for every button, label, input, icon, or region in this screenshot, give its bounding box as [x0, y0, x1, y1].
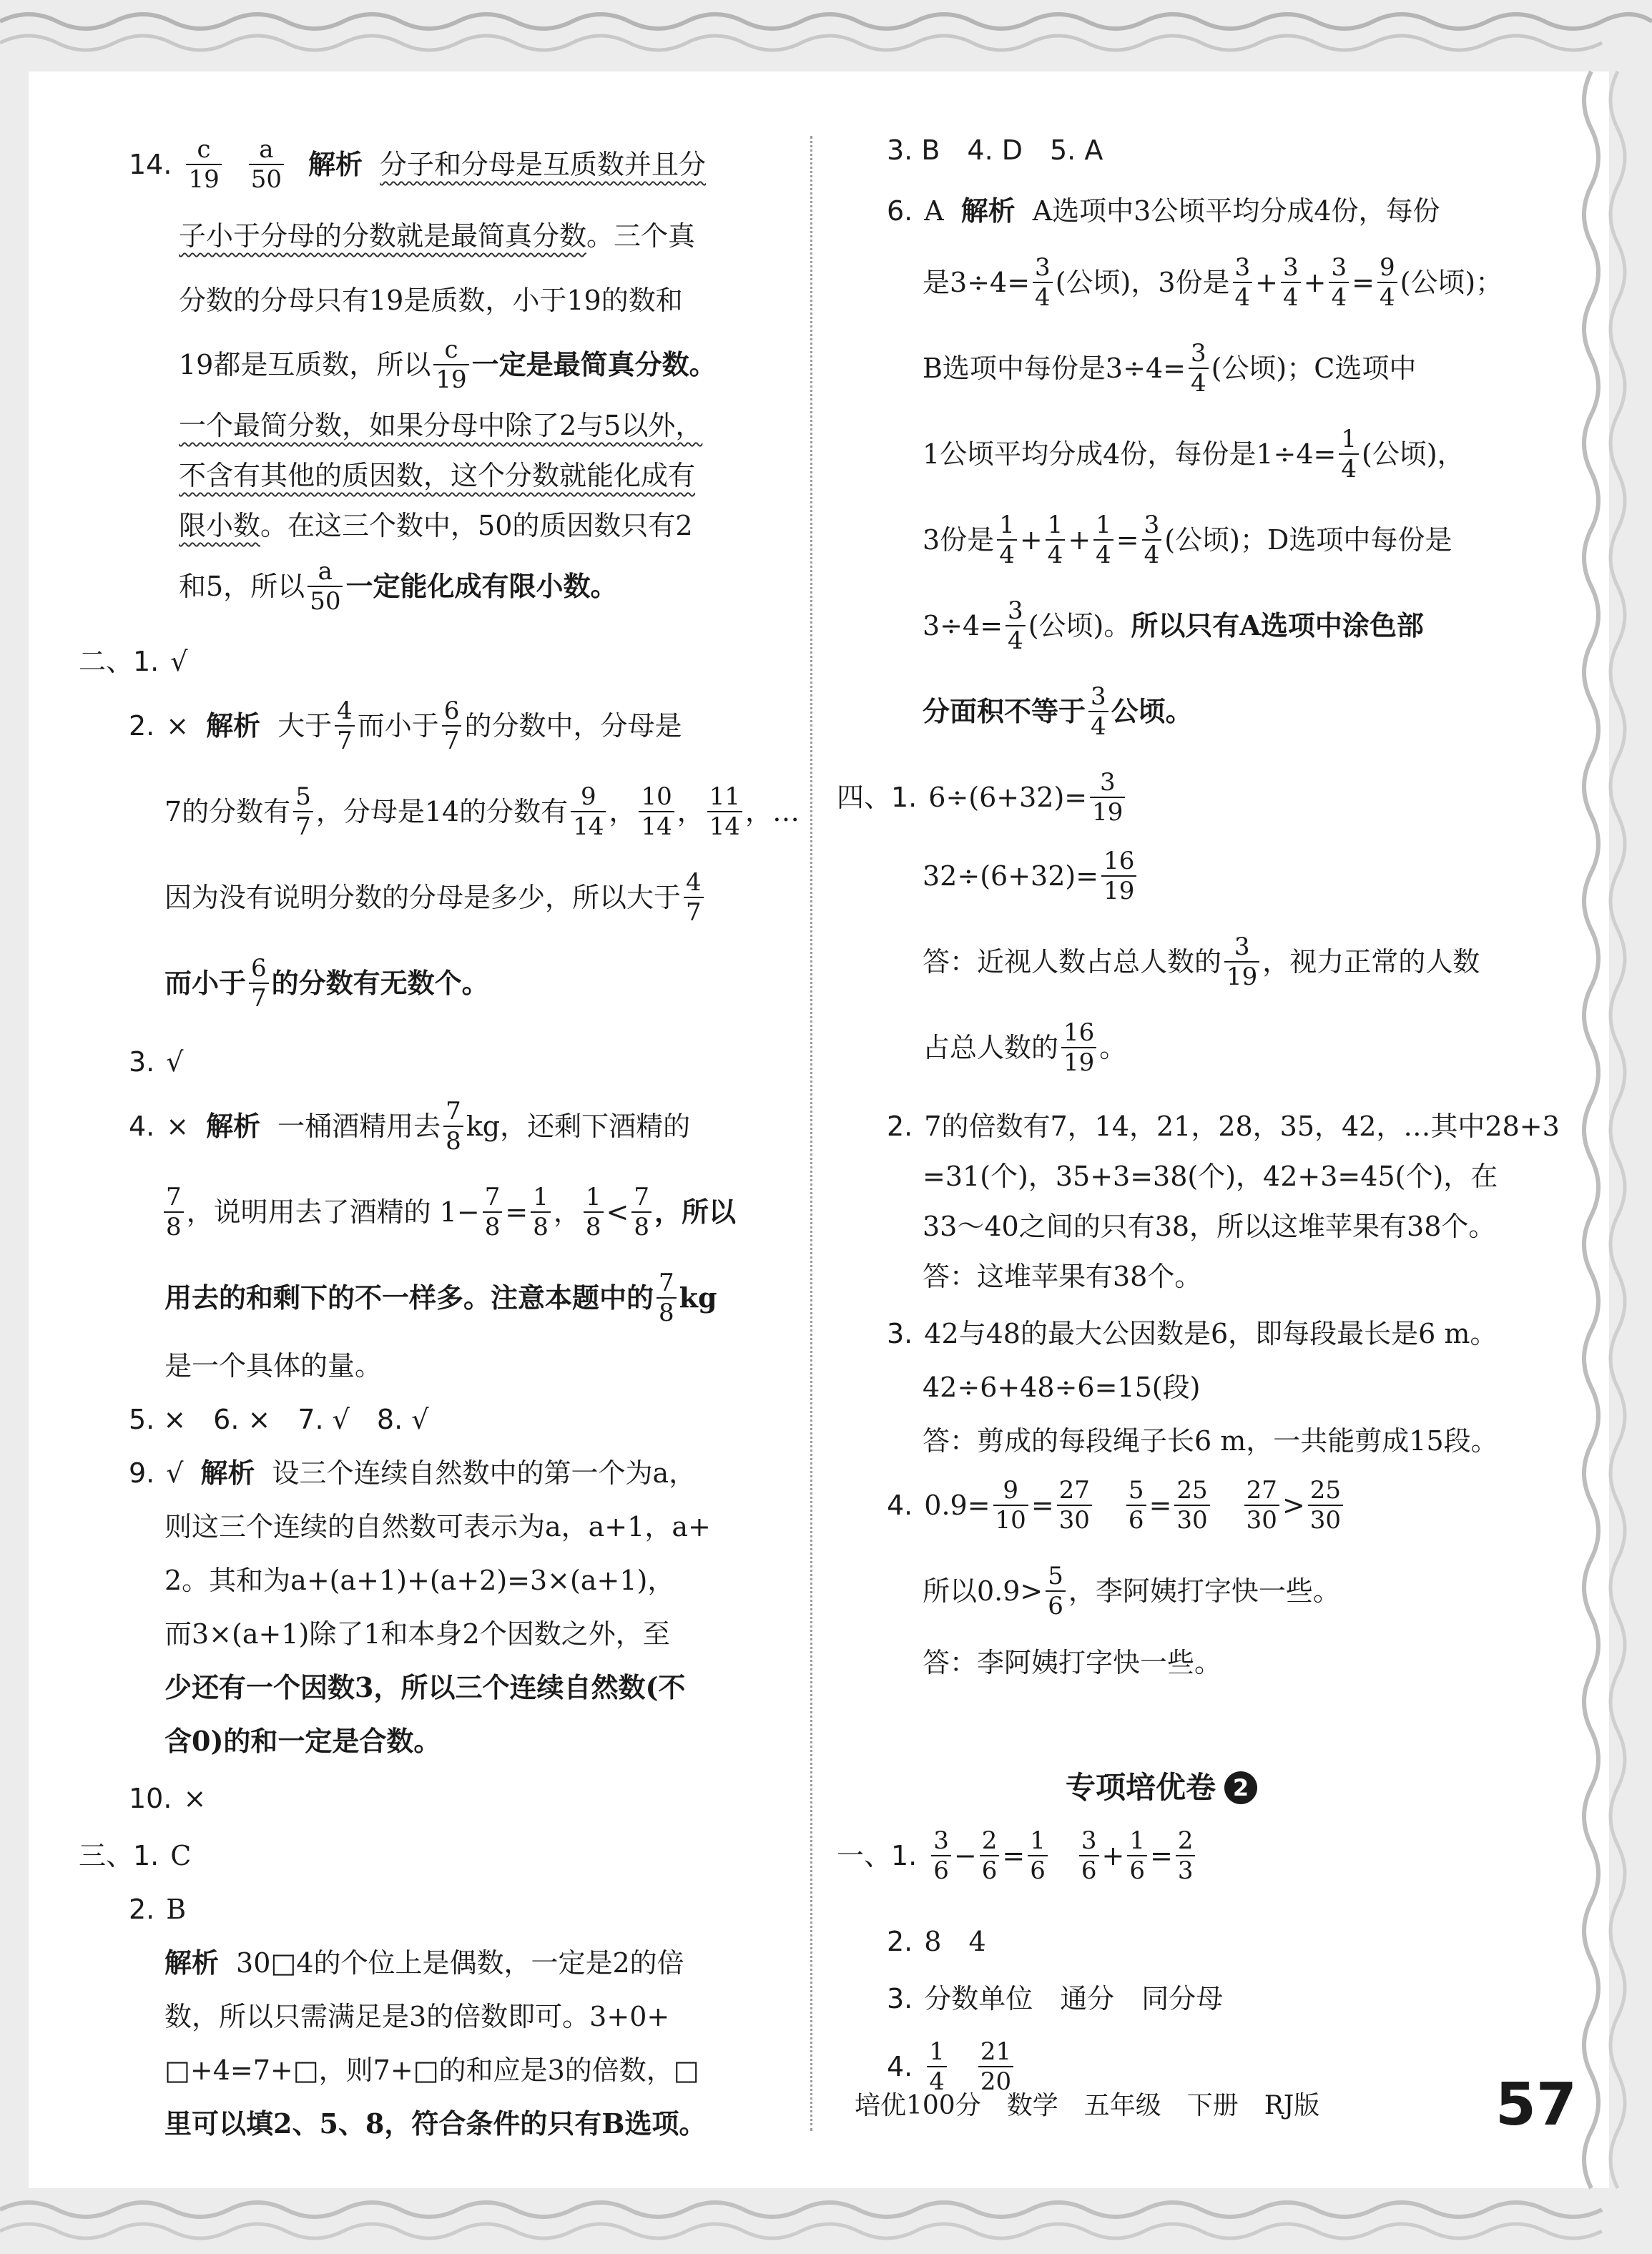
- fraction: 6 7: [442, 697, 462, 755]
- fraction: 3 6: [1079, 1826, 1099, 1885]
- q6-line3: B选项中每份是3÷4= $\frac{3}{4}$ (公顷)；C选项中: [923, 339, 1417, 398]
- q2-line1: 2. × 解析 大于 4 7 而小于 6 7 的分数中，分母是: [129, 697, 682, 755]
- q14-line6: 不含有其他的质因数，这个分数就能化成有: [179, 460, 696, 491]
- fraction: $\frac{3}{4}$: [1006, 596, 1026, 655]
- fraction: 6 7: [249, 954, 269, 1013]
- fraction: 7 8: [631, 1183, 652, 1241]
- fraction: 5 6: [1126, 1476, 1146, 1535]
- q4-line3: 用去的和剩下的不一样多。注意本题中的 7 8 kg: [164, 1269, 717, 1327]
- fraction: 1 4: [1093, 511, 1113, 569]
- fraction: 2 6: [980, 1826, 1000, 1885]
- q14-line4: 19都是互质数，所以 c 19 一定是最简真分数。: [179, 335, 717, 394]
- fraction: 7 8: [164, 1183, 184, 1241]
- fraction: a 50: [249, 135, 284, 194]
- q9-line6: 含0)的和一定是合数。: [164, 1725, 441, 1757]
- q9-line2: 则这三个连续的自然数可表示为a，a+1，a+: [164, 1511, 711, 1542]
- fraction: 25 30: [1308, 1476, 1343, 1535]
- q2-line3: 因为没有说明分数的分母是多少，所以大于 4 7: [164, 876, 707, 919]
- q2-line4: 而小于 6 7 的分数有无数个。: [164, 954, 489, 1013]
- fraction: 4 7: [684, 868, 704, 927]
- s3-q2-line2: 数，所以只需满足是3的倍数即可。3+0+: [164, 2001, 670, 2032]
- s3-q2-line3: □+4=7+□，则7+□的和应是3的倍数，□: [164, 2054, 699, 2086]
- fraction: $\frac{3}{4}$: [1033, 253, 1053, 312]
- fraction: c 19: [433, 335, 468, 394]
- q14-line1: 14. c 19 a 50 解析 分子和分母是互质数并且分: [129, 135, 706, 194]
- fraction: 2 3: [1176, 1826, 1196, 1885]
- q4-line4: 是一个具体的量。: [164, 1350, 383, 1382]
- s2-q1: 二、1. √: [79, 646, 188, 677]
- s4-q3-line3: 答：剪成的每段绳子长6 m，一共能剪成15段。: [923, 1425, 1498, 1457]
- fraction: $\frac{16}{19}$: [1101, 847, 1136, 905]
- column-divider: [810, 136, 812, 2131]
- section-number-badge: 2: [1224, 1771, 1257, 1804]
- s4-q3-line1: 3. 42与48的最大公因数是6，即每段最长是6 m。: [887, 1318, 1498, 1349]
- s4-q4-line1: 4. 0.9= $\frac{9}{10}$ = 27 30 5 6 = 25 30 27 30 > 25 30: [887, 1484, 1346, 1527]
- s3-q1: 三、1. C: [79, 1840, 192, 1871]
- q6-line4: 1公顷平均分成4份，每份是1÷4= $\frac{1}{4}$ (公顷)，: [923, 425, 1465, 483]
- s3-q2-line4: 里可以填2、5、8，符合条件的只有B选项。: [164, 2107, 707, 2140]
- q14-line7: 限小数 。在这三个数中，50的质因数只有2: [179, 510, 693, 541]
- fraction: 7 8: [443, 1097, 463, 1156]
- fraction: $\frac{1}{8}$: [531, 1183, 551, 1241]
- fraction: 5 7: [293, 782, 313, 841]
- q9-line3: 2。其和为a+(a+1)+(a+2)=3×(a+1)，: [164, 1565, 675, 1596]
- s4-q3-line2: 42÷6+48÷6=15(段): [923, 1372, 1201, 1403]
- q14-line2: 子小于分母的分数就是最简真分数 。三个真: [179, 220, 696, 252]
- q9-line4: 而3×(a+1)除了1和本身2个因数之外，至: [164, 1618, 670, 1650]
- fraction: 3 4: [1329, 253, 1349, 312]
- s4-q1-line1: 四、1. 6÷(6+32)= $\frac{3}{19}$: [837, 776, 1128, 819]
- s4-q2-line4: 答：这堆苹果有38个。: [923, 1261, 1202, 1292]
- q10: 10. ×: [129, 1783, 207, 1814]
- q6-line1: 6. A 解析 A选项中3公顷平均分成4份，每份: [887, 195, 1440, 227]
- s4-q2-line3: 33～40之间的只有38，所以这堆苹果有38个。: [923, 1211, 1496, 1242]
- fraction: $\frac{3}{4}$: [1189, 339, 1209, 398]
- q4-line1: 4. × 解析 一桶酒精用去 7 8 kg，还剩下酒精的: [129, 1097, 691, 1156]
- analysis-label: 解析: [308, 149, 363, 180]
- q14-line5: 一个最简分数，如果分母中除了2与5以外，: [179, 410, 703, 441]
- s4-q2-line1: 2. 7的倍数有7，14，21，28，35，42，…其中28+3: [887, 1111, 1560, 1142]
- t4: 4. 1 4 21 20: [887, 2045, 1016, 2088]
- fraction: 3 6: [931, 1826, 951, 1885]
- footer: [855, 2071, 1577, 2139]
- fraction: 25 30: [1174, 1476, 1209, 1535]
- q14-line3: 分数的分母只有19是质数，小于19的数和: [179, 285, 683, 316]
- footer-text: 培优100分 数学 五年级 下册 RJ版: [855, 2091, 1320, 2120]
- fraction: 4 7: [335, 697, 355, 755]
- fraction: 7 8: [657, 1269, 677, 1327]
- fraction: 3 4: [1088, 682, 1108, 741]
- fraction: 1 6: [1127, 1826, 1147, 1885]
- s3-q2-line1: 解析 30□4的个位上是偶数，一定是2的倍: [164, 1947, 684, 1979]
- fraction: $\frac{7}{8}$: [483, 1183, 503, 1241]
- fraction: 1 6: [1028, 1826, 1048, 1885]
- q3-5: 3. B 4. D 5. A: [887, 134, 1103, 166]
- fraction: 1 4: [927, 2037, 947, 2096]
- section-title: 专项培优卷 2: [1066, 1766, 1257, 1809]
- fraction: 3 19: [1224, 932, 1259, 991]
- fraction: 1 8: [584, 1183, 604, 1241]
- fraction: 3 4: [1281, 253, 1301, 312]
- q3: 3. √: [129, 1046, 184, 1078]
- fraction: 11 14: [707, 782, 742, 841]
- s4-q4-line2: 所以0.9> 5 6 ，李阿姨打字快一些。: [923, 1562, 1340, 1620]
- fraction: 5 6: [1046, 1562, 1066, 1620]
- q9-line1: 9. √ 解析 设三个连续自然数中的第一个为a，: [129, 1457, 697, 1489]
- fraction: 10 14: [639, 782, 674, 841]
- fraction: $\frac{1}{4}$: [1339, 425, 1359, 483]
- s4-q1-line2: 32÷(6+32)= $\frac{16}{19}$: [923, 855, 1139, 897]
- q4-line2: 7 8 ，说明用去了酒精的 1− $\frac{7}{8}$ = $\frac{1}{8}$ ， 1 8 < 7 8 ，所以: [161, 1191, 736, 1234]
- fraction: 3 4: [1233, 253, 1253, 312]
- fraction: $\frac{3}{19}$: [1090, 768, 1125, 827]
- s4-q2-line2: =31(个)，35+3=38(个)，42+3=45(个)，在: [923, 1161, 1498, 1192]
- s3-q2: 2. B: [129, 1894, 187, 1925]
- q6-line7: 分面积不等于 3 4 公顷。: [923, 682, 1193, 741]
- t1: 一、1. 3 6 − 2 6 = 1 6 3 6 + 1 6 = 2 3: [837, 1834, 1198, 1877]
- s4-q1-line3: 答：近视人数占总人数的 3 19 ，视力正常的人数: [923, 932, 1480, 991]
- q6-line2: 是3÷4= $\frac{3}{4}$ (公顷)，3份是 3 4 + 3 4 + 3 4 = 9 4 (公顷)；: [923, 253, 1503, 312]
- fraction: c 19: [186, 135, 221, 194]
- fraction: 1 4: [997, 511, 1017, 569]
- s4-q1-line4: 占总人数的 16 19 。: [923, 1018, 1127, 1077]
- q9-line5: 少还有一个因数3，所以三个连续自然数(不: [164, 1671, 686, 1703]
- q6-line6: 3÷4= $\frac{3}{4}$ (公顷)。 所以只有A选项中涂色部: [923, 596, 1424, 655]
- fraction: 3 4: [1142, 511, 1162, 569]
- q6-line5: 3份是 1 4 + 1 4 + 1 4 = 3 4 (公顷)；D选项中每份是: [923, 511, 1452, 569]
- fraction: a 50: [308, 557, 343, 616]
- fraction: 21 20: [978, 2037, 1013, 2096]
- fraction: 9 14: [571, 782, 606, 841]
- fraction: 27 30: [1057, 1476, 1092, 1535]
- page-number: 57: [1495, 2071, 1577, 2139]
- fraction: $\frac{9}{10}$: [993, 1476, 1028, 1535]
- fraction: 9 4: [1377, 253, 1397, 312]
- q5-8: 5. × 6. × 7. √ 8. √: [129, 1404, 429, 1435]
- fraction: 1 4: [1046, 511, 1066, 569]
- fraction: 16 19: [1061, 1018, 1096, 1077]
- s4-q4-line3: 答：李阿姨打字快一些。: [923, 1647, 1222, 1678]
- q14-line8: 和5，所以 a 50 一定能化成有限小数。: [179, 557, 618, 616]
- t2: 2. 8 4: [887, 1926, 986, 1957]
- fraction: 27 30: [1244, 1476, 1279, 1535]
- t3: 3. 分数单位 通分 同分母: [887, 1983, 1224, 2014]
- q2-line2: 7的分数有 5 7 ，分母是14的分数有 9 14 ， 10 14 ， 11 14 ，…: [164, 782, 800, 841]
